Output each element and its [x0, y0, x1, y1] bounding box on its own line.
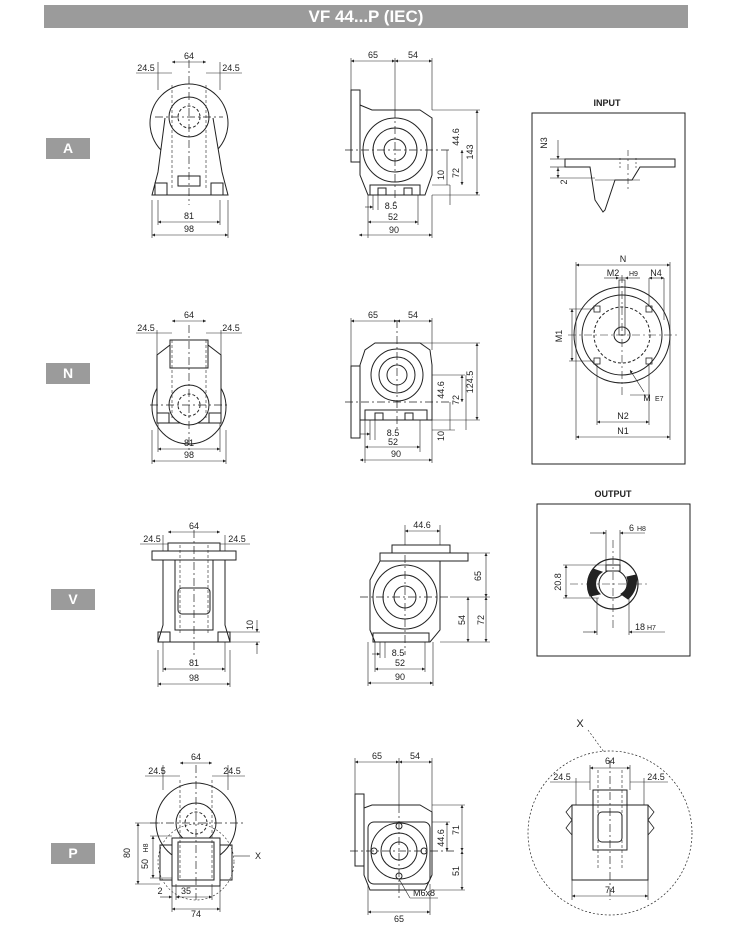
output-20-8: 20.8 — [553, 573, 563, 591]
dim-52: 52 — [394, 658, 406, 668]
input-m2: M2 — [606, 268, 620, 278]
dim-24-5-left: 24.5 — [143, 534, 161, 544]
dim-51: 51 — [451, 865, 461, 877]
dim-50-tol: H8 — [143, 843, 150, 853]
dim-24-5-right: 24.5 — [223, 766, 241, 776]
dim-64: 64 — [183, 51, 195, 61]
dim-2: 2 — [157, 886, 163, 896]
input-m: M — [643, 393, 651, 403]
dim-24-5-right: 24.5 — [222, 63, 240, 73]
output-6: 6 — [629, 523, 635, 533]
dim-74: 74 — [604, 885, 616, 895]
input-2: 2 — [559, 179, 569, 185]
page-title: VF 44...P (IEC) — [44, 5, 688, 28]
dim-71: 71 — [451, 824, 461, 836]
row-v-front-view — [140, 530, 260, 687]
tag-n: N — [46, 363, 90, 384]
dim-72: 72 — [476, 614, 486, 626]
dim-72: 72 — [451, 167, 461, 179]
dim-81: 81 — [183, 438, 195, 448]
dim-52: 52 — [387, 437, 399, 447]
dim-65: 65 — [367, 50, 379, 60]
dim-8-5: 8.5 — [384, 201, 398, 211]
dim-65-bottom: 65 — [393, 914, 405, 924]
dim-24-5-right: 24.5 — [647, 772, 665, 782]
dim-8-5: 8.5 — [386, 428, 400, 438]
dim-54: 54 — [457, 614, 467, 626]
dim-m6x8: M6x8 — [413, 888, 436, 898]
input-title: INPUT — [593, 98, 621, 108]
row-p-front-view — [135, 763, 250, 912]
row-a-side-view — [345, 58, 480, 238]
dim-90: 90 — [394, 672, 406, 682]
output-18: 18 — [635, 622, 646, 632]
input-n1: N1 — [617, 426, 629, 436]
dim-44-6: 44.6 — [451, 128, 461, 146]
dim-24-5-right: 24.5 — [228, 534, 246, 544]
input-n4: N4 — [650, 268, 662, 278]
dim-10: 10 — [436, 169, 446, 181]
dim-54: 54 — [407, 50, 419, 60]
dim-81: 81 — [183, 211, 195, 221]
dim-24-5-left: 24.5 — [148, 766, 166, 776]
input-m-tol: E7 — [655, 396, 664, 403]
input-panel — [532, 113, 685, 464]
row-v-side-view — [360, 525, 490, 686]
dim-98: 98 — [188, 673, 200, 683]
input-m2-tol: H9 — [629, 271, 638, 278]
input-n: N — [619, 254, 627, 264]
dim-44-6: 44.6 — [436, 381, 446, 399]
dim-54: 54 — [409, 751, 421, 761]
dim-50: 50 — [140, 858, 150, 870]
detail-marker-x: X — [255, 851, 262, 861]
dim-90: 90 — [388, 225, 400, 235]
dim-80: 80 — [122, 847, 132, 859]
dim-10: 10 — [436, 430, 446, 442]
dim-65: 65 — [473, 570, 483, 582]
row-p-side-view — [350, 758, 465, 915]
dim-44-6: 44.6 — [413, 520, 431, 530]
dim-143: 143 — [465, 144, 475, 160]
dim-64: 64 — [183, 310, 195, 320]
dim-64: 64 — [604, 756, 616, 766]
dim-81: 81 — [188, 658, 200, 668]
tag-a: A — [46, 138, 90, 159]
dim-35: 35 — [180, 886, 192, 896]
dim-24-5-left: 24.5 — [137, 63, 155, 73]
dim-10: 10 — [245, 619, 255, 631]
dim-65: 65 — [367, 310, 379, 320]
input-m1: M1 — [554, 329, 564, 343]
dim-24-5-right: 24.5 — [222, 323, 240, 333]
dim-98: 98 — [183, 224, 195, 234]
dim-64: 64 — [188, 521, 200, 531]
tag-v: V — [51, 589, 95, 610]
dim-24-5-left: 24.5 — [553, 772, 571, 782]
dim-72: 72 — [451, 394, 461, 406]
dim-54: 54 — [407, 310, 419, 320]
dim-98: 98 — [183, 450, 195, 460]
dim-52: 52 — [387, 212, 399, 222]
dim-8-5: 8.5 — [391, 648, 405, 658]
row-n-side-view — [345, 318, 480, 463]
input-n2: N2 — [617, 411, 629, 421]
output-6-tol: H8 — [637, 526, 646, 533]
dim-24-5-left: 24.5 — [137, 323, 155, 333]
dim-90: 90 — [390, 449, 402, 459]
input-n3: N3 — [539, 137, 549, 149]
dim-74: 74 — [190, 909, 202, 919]
output-title: OUTPUT — [594, 489, 632, 499]
detail-x-label: X — [576, 718, 584, 730]
dim-64: 64 — [190, 752, 202, 762]
dim-44-6: 44.6 — [436, 829, 446, 847]
dim-124-5: 124.5 — [465, 370, 475, 394]
output-18-tol: H7 — [647, 625, 656, 632]
tag-p: P — [51, 843, 95, 864]
dim-65: 65 — [371, 751, 383, 761]
